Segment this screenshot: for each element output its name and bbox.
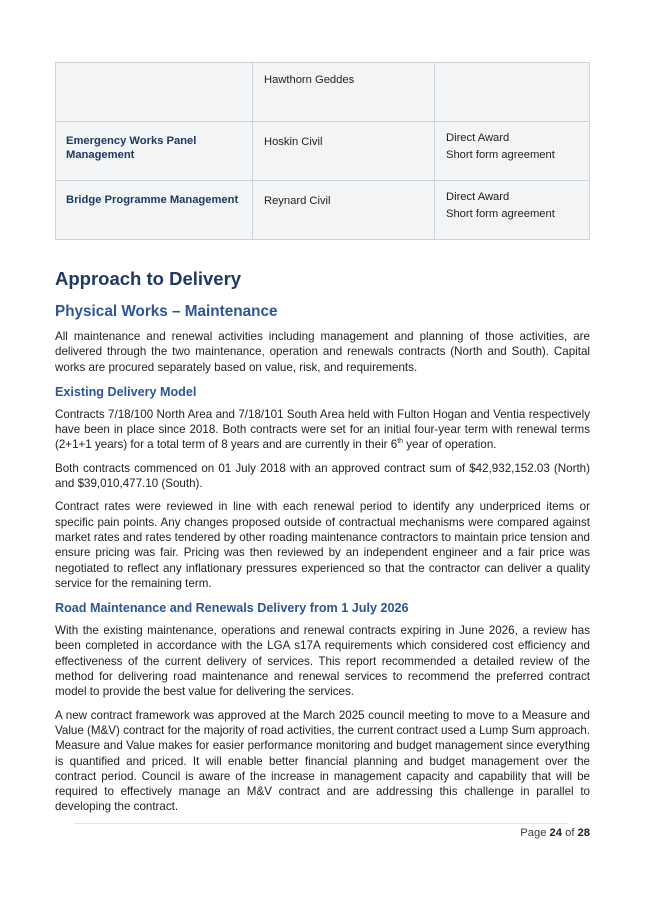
contractor-cell: Hawthorn Geddes: [253, 63, 435, 122]
service-cell: [56, 63, 253, 122]
contractor-cell: Reynard Civil: [253, 181, 435, 240]
service-cell: Bridge Programme Management: [56, 181, 253, 240]
paragraph-review: With the existing maintenance, operations and renewal contracts expiring in June 2026, a review has been completed in accordance with the LGA s17A requirements which considered cost efficiency and effectiveness of the current delivery of services. This report recommended a detailed review of the method for delivering road maintenance and renewal services to recommend the preferred contract model to provide the best value for delivering the services.: [55, 624, 590, 699]
heading-physical-works: Physical Works – Maintenance: [55, 303, 278, 320]
paragraph-new-framework: A new contract framework was approved at the March 2025 council meeting to move to a Measure and Value (M&V) contract for the majority of road activities, the current contract used a Lump Sum approach. Measure and Value makes for easier performance monitoring and budget management since everything is quantified and priced. It will enable better financial planning and budget management over the contract period. Council is aware of the increase in management capacity and capability that will be required to effectively manage an M&V contract and are addressing this challenge in parallel to developing the contract.: [55, 708, 590, 814]
procurement-cell: [435, 63, 590, 122]
page-number: Page 24 of 28: [520, 827, 590, 839]
heading-road-maintenance-2026: Road Maintenance and Renewals Delivery from 1 July 2026: [55, 601, 409, 616]
heading-existing-delivery-model: Existing Delivery Model: [55, 384, 197, 399]
contractor-cell: Hoskin Civil: [253, 122, 435, 181]
page-body: [55, 62, 590, 815]
paragraph-contract-sums: Both contracts commenced on 01 July 2018 with an approved contract sum of $42,932,152.03 (North) and $39,010,477.10 (South).: [55, 461, 590, 491]
table-row: [56, 63, 590, 122]
heading-approach-to-delivery: Approach to Delivery: [55, 268, 242, 289]
paragraph-contract-rates: Contract rates were reviewed in line with each renewal period to identify any underpriced items or specific pain points. Any changes proposed outside of contractual mechanisms were compared against market rates and rates tendered by other roading maintenance contractors to maintain price tension and ensure pricing was fair. Pricing was then reviewed by an independent engineer and a fair price was negotiated to reflect any inflationary pressures experienced so that the contractor can deliver a quality service for the remaining term.: [55, 500, 590, 590]
table-row: [56, 181, 590, 240]
footer-divider: [74, 823, 569, 824]
procurement-cell: Direct Award Short form agreement: [435, 181, 590, 240]
table-row: [56, 122, 590, 181]
service-cell: Emergency Works Panel Management: [56, 122, 253, 181]
procurement-cell: Direct Award Short form agreement: [435, 122, 590, 181]
contracts-table: [55, 62, 590, 240]
paragraph-existing-contracts: Contracts 7/18/100 North Area and 7/18/101 South Area held with Fulton Hogan and Ventia respectively have been in place since 2018. Both contracts were set for an initial four-year term with renewal terms (2+1+1 years) for a total term of 8 years and are currently in their 6th year of operation.: [55, 407, 590, 452]
paragraph-intro: All maintenance and renewal activities including management and planning of those activities, are delivered through the two maintenance, operation and renewals contracts (North and South). Capital works are procured separately based on value, risk, and requirements.: [55, 330, 590, 374]
